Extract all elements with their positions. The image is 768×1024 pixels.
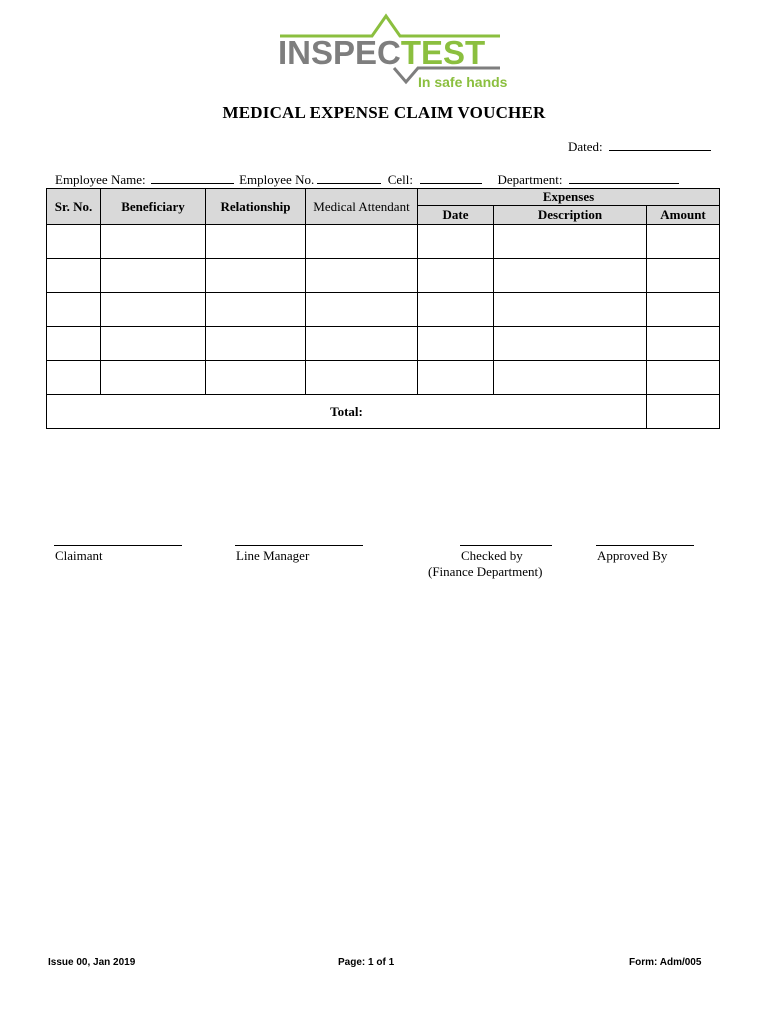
table-cell[interactable]: [101, 327, 206, 361]
table-cell[interactable]: [47, 225, 101, 259]
table-row: [47, 259, 720, 293]
footer-form: Form: Adm/005: [629, 957, 702, 968]
header-medical-attendant: Medical Attendant: [306, 189, 418, 225]
claimant-signature-line[interactable]: [54, 545, 182, 546]
page-title: MEDICAL EXPENSE CLAIM VOUCHER: [222, 103, 546, 122]
table-row: [47, 327, 720, 361]
approved-by-label: Approved By: [597, 548, 668, 563]
table-cell[interactable]: [206, 225, 306, 259]
table-cell[interactable]: [306, 293, 418, 327]
employee-name-blank[interactable]: [151, 172, 234, 184]
table-cell[interactable]: [47, 293, 101, 327]
total-row: [47, 395, 720, 429]
table-cell[interactable]: [206, 293, 306, 327]
table-cell[interactable]: [647, 361, 720, 395]
line-manager-signature-line[interactable]: [235, 545, 363, 546]
table-cell[interactable]: [47, 259, 101, 293]
table-cell[interactable]: [418, 259, 494, 293]
footer-issue: Issue 00, Jan 2019: [48, 957, 136, 968]
header-beneficiary: Beneficiary: [101, 189, 206, 225]
table-cell[interactable]: [101, 259, 206, 293]
dated-blank[interactable]: [609, 139, 711, 151]
checked-by-signature-line[interactable]: [460, 545, 552, 546]
table-cell[interactable]: [206, 259, 306, 293]
employee-name-label: Employee Name:: [55, 172, 146, 187]
table-cell[interactable]: [418, 361, 494, 395]
header-expenses: Expenses: [418, 189, 720, 206]
total-label: Total:: [47, 395, 647, 429]
department-blank[interactable]: [569, 172, 679, 184]
logo-wordmark: INSPECTEST: [278, 34, 486, 71]
table-cell[interactable]: [306, 225, 418, 259]
table-cell[interactable]: [494, 361, 647, 395]
expense-table: [46, 188, 720, 429]
employee-no-label: Employee No.: [239, 172, 315, 187]
logo-tagline: In safe hands: [418, 74, 508, 90]
total-amount-cell[interactable]: [647, 395, 720, 429]
table-cell[interactable]: [647, 293, 720, 327]
header-relationship: Relationship: [206, 189, 306, 225]
header-date: Date: [418, 206, 494, 225]
approved-by-signature-line[interactable]: [596, 545, 694, 546]
checked-by-label: Checked by: [461, 548, 523, 563]
employee-no-blank[interactable]: [317, 172, 381, 184]
company-logo: [276, 10, 510, 94]
table-cell[interactable]: [306, 259, 418, 293]
department-label: Department:: [497, 172, 563, 187]
cell-label: Cell:: [387, 172, 413, 187]
table-cell[interactable]: [647, 225, 720, 259]
table-cell[interactable]: [418, 327, 494, 361]
table-cell[interactable]: [47, 327, 101, 361]
finance-department-label: (Finance Department): [428, 564, 543, 579]
table-cell[interactable]: [47, 361, 101, 395]
table-row: [47, 225, 720, 259]
table-cell[interactable]: [494, 225, 647, 259]
table-row: [47, 293, 720, 327]
table-cell[interactable]: [101, 225, 206, 259]
table-cell[interactable]: [647, 259, 720, 293]
table-cell[interactable]: [306, 361, 418, 395]
table-cell[interactable]: [494, 259, 647, 293]
table-cell[interactable]: [101, 361, 206, 395]
table-cell[interactable]: [494, 327, 647, 361]
table-row: [47, 361, 720, 395]
header-sr-no: Sr. No.: [47, 189, 101, 225]
table-cell[interactable]: [418, 293, 494, 327]
table-cell[interactable]: [206, 327, 306, 361]
table-cell[interactable]: [647, 327, 720, 361]
cell-blank[interactable]: [420, 172, 482, 184]
header-amount: Amount: [647, 206, 720, 225]
header-description: Description: [494, 206, 647, 225]
dated-field[interactable]: [568, 139, 711, 155]
table-cell[interactable]: [494, 293, 647, 327]
table-cell[interactable]: [101, 293, 206, 327]
footer-page: Page: 1 of 1: [338, 957, 395, 968]
claimant-label: Claimant: [55, 548, 103, 563]
table-cell[interactable]: [306, 327, 418, 361]
dated-label: Dated:: [568, 139, 603, 154]
employee-info-line: [55, 172, 679, 188]
table-cell[interactable]: [206, 361, 306, 395]
line-manager-label: Line Manager: [236, 548, 310, 563]
table-cell[interactable]: [418, 225, 494, 259]
